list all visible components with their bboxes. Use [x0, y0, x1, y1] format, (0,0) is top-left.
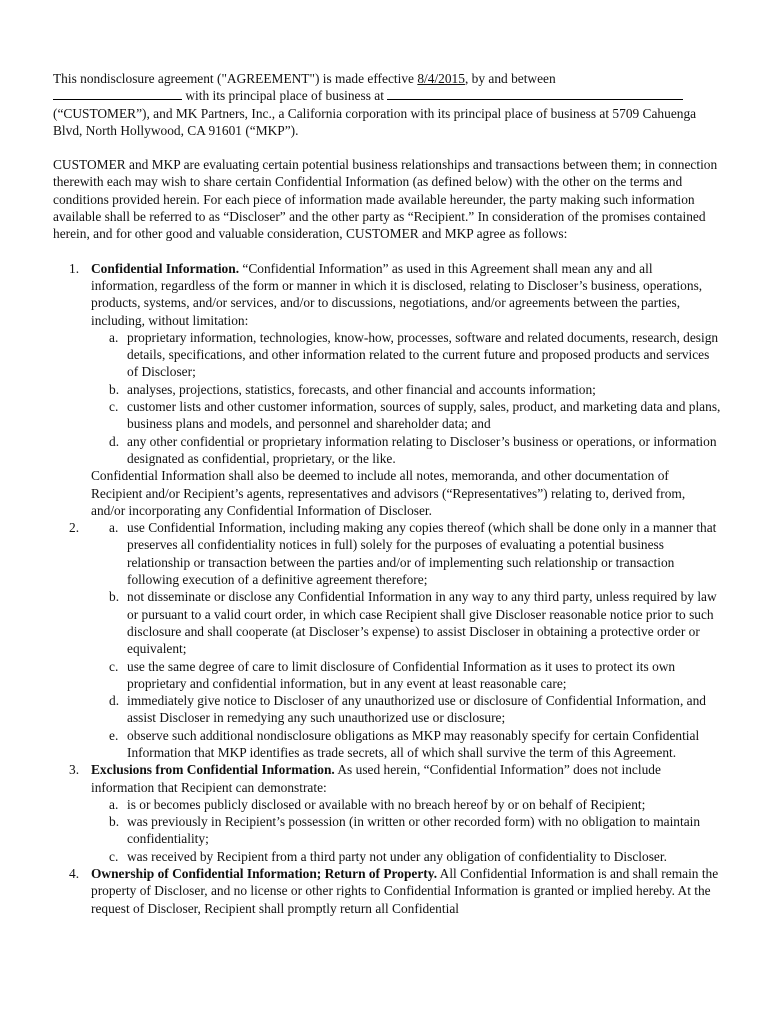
- list-item: [53, 727, 721, 762]
- item-letter: a.: [109, 329, 119, 345]
- effective-date: 8/4/2015: [417, 71, 465, 86]
- section-number: 1.: [69, 260, 80, 276]
- section-heading: Ownership of Confidential Information; Return of Property.: [91, 866, 438, 882]
- item-letter: d.: [109, 693, 120, 709]
- intro-text: , by and between: [464, 71, 556, 86]
- item-text: observe such additional nondisclosure obligations as MKP may reasonably specify for certain Confidential Information that MKP identifies as trade secrets, all of which shall survive the term of this Agreement.: [127, 727, 700, 760]
- item-text: was received by Recipient from a third party not under any obligation of confidentiality to Discloser.: [127, 848, 667, 864]
- item-text: was previously in Recipient’s possession (in written or other recorded form) with no obligation to maintain confidentiality;: [127, 814, 701, 847]
- item-letter: b.: [109, 381, 120, 397]
- item-text: any other confidential or proprietary information relating to Discloser’s business or operations, or information designated as confidential, proprietary, or the like.: [127, 433, 717, 466]
- item-text: customer lists and other customer information, sources of supply, sales, product, and marketing data and plans, business plans and models, and personnel and shareholder data; and: [127, 399, 721, 432]
- item-text: proprietary information, technologies, know-how, processes, software and related documents, research, design details, specifications, and other information related to the current future and proposed products and services of Discloser;: [127, 329, 719, 380]
- item-letter: a.: [109, 796, 119, 812]
- section-number: 4.: [69, 866, 80, 882]
- section-heading: Exclusions from Confidential Information.: [91, 762, 335, 778]
- item-text: not disseminate or disclose any Confidential Information in any way to any third party, unless required by law or pursuant to a valid court order, in which case Recipient shall give Discloser reasonable notice prior to such disclosure and shall cooperate (at Discloser’s expense) to assist Discloser in obtaining a protective order or equivalent;: [127, 589, 717, 657]
- section-4: [53, 865, 721, 917]
- list-item: [53, 658, 721, 693]
- item-letter: c.: [109, 399, 119, 415]
- item-letter: c.: [109, 658, 119, 674]
- item-text: use Confidential Information, including making any copies thereof (which shall be done only in a manner that preserves all confidentiality notices in full) solely for the purposes of evaluating a potential business relationship or transaction between the parties and/or of implementing such relationship or transaction following execution of a definitive agreement therefore;: [127, 520, 717, 588]
- section-text: All Confidential Information is and shall remain the property of Discloser, and no license or other rights to Confidential Information is granted or implied hereby. At the request of Discloser, Recipient shall promptly return all Confidential: [91, 866, 719, 916]
- intro-text: with its principal place of business at: [182, 88, 388, 104]
- list-item: [53, 588, 721, 657]
- list-item: [53, 381, 721, 398]
- section-number: 3.: [69, 762, 80, 778]
- section-closing: Confidential Information shall also be deemed to include all notes, memoranda, and other documentation of Recipient and/or Recipient’s agents, representatives and advisors (“Representatives”) relating to, derived from, and/or incorporating any Confidential Information of Discloser.: [91, 468, 686, 518]
- recitals-paragraph: CUSTOMER and MKP are evaluating certain potential business relationships and transactions between them; in connection therewith each may wish to share certain Confidential Information (as defined below) with the other on the terms and conditions provided herein. For each piece of information made available hereunder, the party making such information available shall be referred to as “Discloser” and the other party as “Recipient.” In consideration of the promises contained herein, and for other good and valuable consideration, CUSTOMER and MKP agree as follows:: [53, 157, 718, 242]
- item-letter: e.: [109, 727, 119, 743]
- intro-paragraph: [53, 70, 721, 139]
- section-heading: Confidential Information.: [91, 260, 240, 276]
- list-item: [53, 692, 721, 727]
- section-number: 2.: [69, 520, 80, 536]
- intro-text: (“CUSTOMER”), and MK Partners, Inc., a California corporation with its principal place of business at 5709 Cahuenga Blvd, North Hollywood, CA 91601 (“MKP”).: [53, 105, 697, 138]
- section-1: [53, 260, 721, 329]
- list-item: [53, 398, 721, 433]
- item-text: use the same degree of care to limit disclosure of Confidential Information as it uses to protect its own proprietary and confidential information, but in any event at least reasonable care;: [127, 658, 676, 691]
- list-item: [53, 813, 721, 848]
- item-text: is or becomes publicly disclosed or available with no breach hereof by or on behalf of Recipient;: [127, 796, 646, 812]
- customer-address-blank: [387, 88, 683, 100]
- section-text: “Confidential Information” as used in this Agreement shall mean any and all information, regardless of the form or manner in which it is disclosed, relating to Discloser’s business, operations, products, systems, and/or services, and/or to discussions, negotiations, and/or agreements between the parties, including, without limitation:: [91, 260, 703, 328]
- section-text: As used herein, “Confidential Information” does not include information that Recipient can demonstrate:: [91, 762, 661, 795]
- list-item: [53, 796, 721, 813]
- item-letter: a.: [109, 520, 119, 536]
- item-letter: b.: [109, 814, 120, 830]
- list-item: [53, 848, 721, 865]
- item-letter: d.: [109, 433, 120, 449]
- item-text: immediately give notice to Discloser of any unauthorized use or disclosure of Confidential Information, and assist Discloser in remedying any such unauthorized use or disclosure;: [127, 693, 706, 726]
- document-page: [53, 70, 721, 917]
- item-letter: b.: [109, 589, 120, 605]
- list-item: [53, 433, 721, 468]
- item-text: analyses, projections, statistics, forecasts, and other financial and accounts information;: [127, 381, 596, 397]
- intro-text: This nondisclosure agreement ("AGREEMENT") is made effective: [53, 71, 418, 86]
- list-item: [53, 329, 721, 381]
- customer-name-blank: [53, 88, 182, 100]
- section-3: [53, 761, 721, 796]
- item-letter: c.: [109, 848, 119, 864]
- section-2: [53, 519, 721, 588]
